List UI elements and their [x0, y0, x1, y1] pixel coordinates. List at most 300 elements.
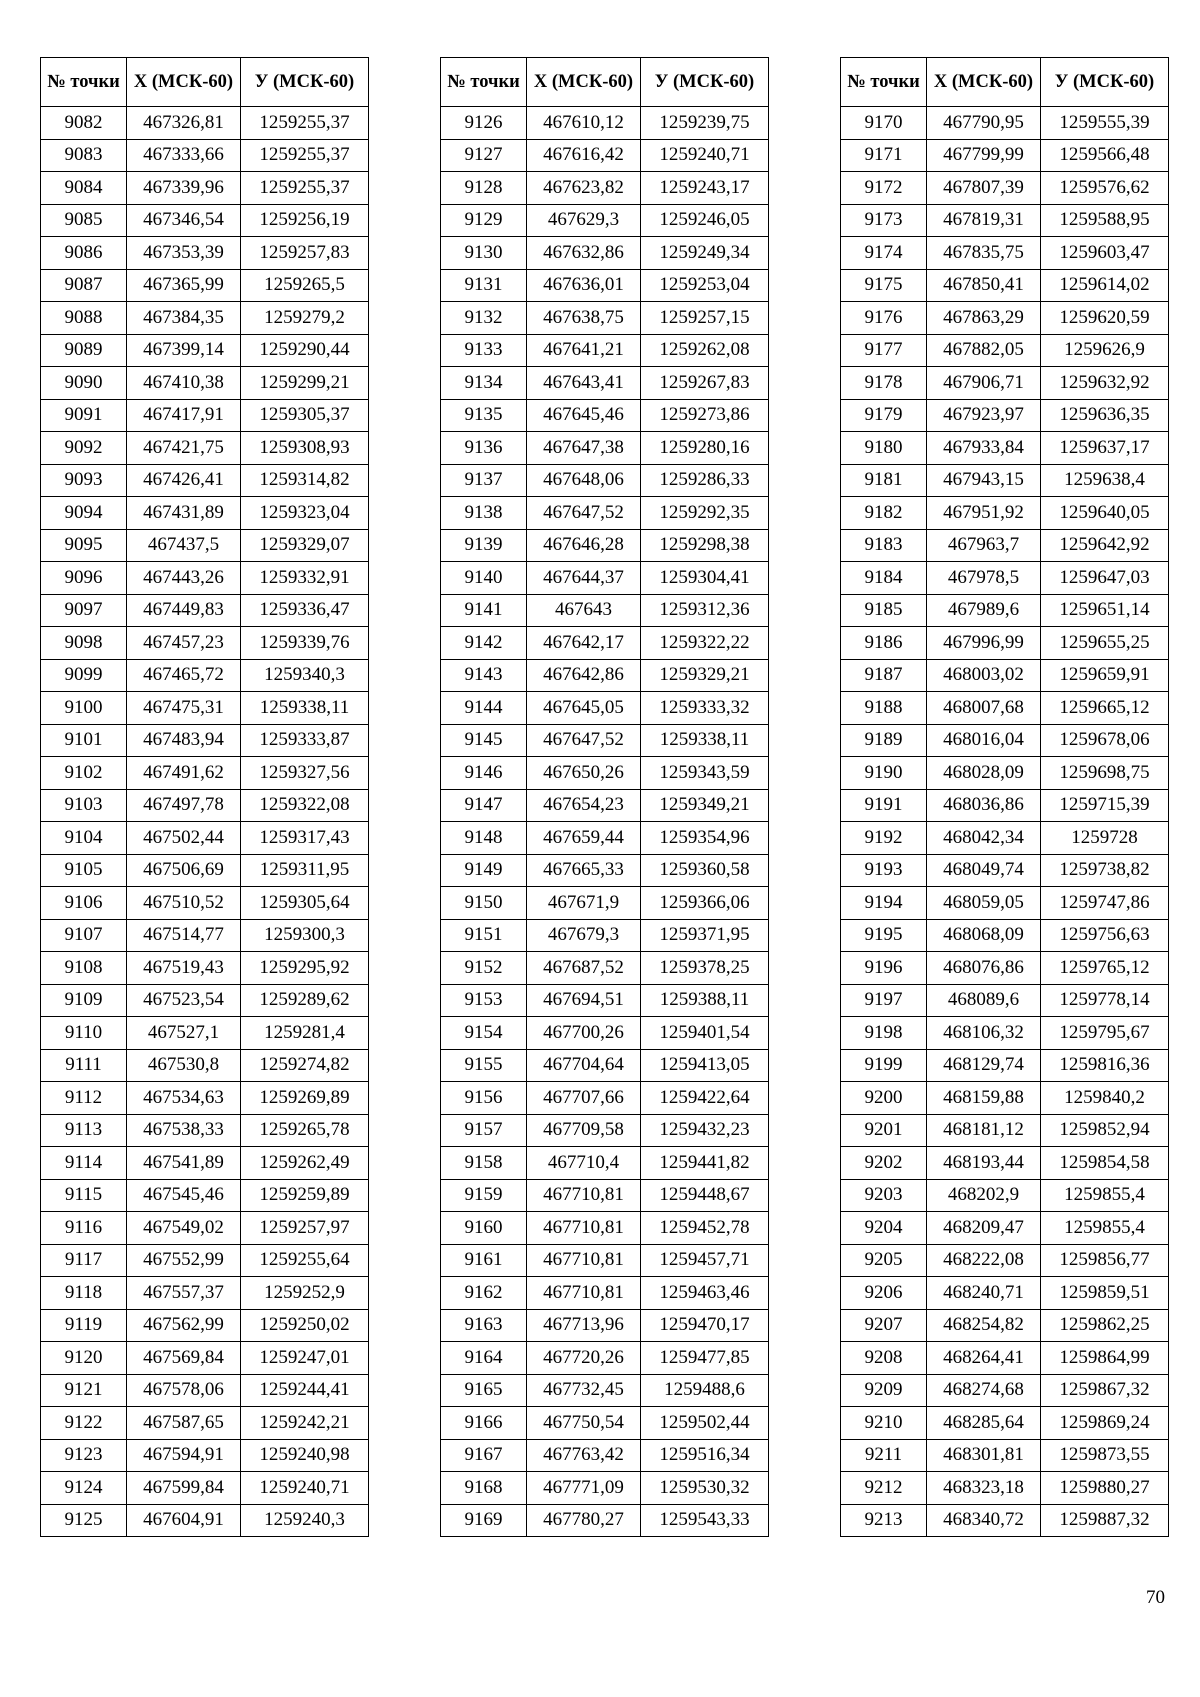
- x-coordinate-cell: 468129,74: [927, 1049, 1041, 1082]
- x-coordinate-cell: 468007,68: [927, 692, 1041, 725]
- x-coordinate-cell: 468089,6: [927, 984, 1041, 1017]
- x-coordinate-cell: 467443,26: [127, 562, 241, 595]
- x-coordinate-cell: 467638,75: [527, 302, 641, 335]
- x-coordinate-cell: 467497,78: [127, 789, 241, 822]
- y-coordinate-cell: 1259255,37: [241, 107, 369, 140]
- point-number-cell: 9190: [841, 757, 927, 790]
- y-coordinate-cell: 1259747,86: [1041, 887, 1169, 920]
- y-coordinate-cell: 1259413,05: [641, 1049, 769, 1082]
- y-coordinate-cell: 1259651,14: [1041, 594, 1169, 627]
- point-number-cell: 9161: [441, 1244, 527, 1277]
- x-coordinate-cell: 467951,92: [927, 497, 1041, 530]
- y-coordinate-cell: 1259259,89: [241, 1179, 369, 1212]
- y-coordinate-cell: 1259354,96: [641, 822, 769, 855]
- y-coordinate-cell: 1259323,04: [241, 497, 369, 530]
- y-coordinate-cell: 1259852,94: [1041, 1114, 1169, 1147]
- y-coordinate-cell: 1259305,64: [241, 887, 369, 920]
- x-coordinate-cell: 468003,02: [927, 659, 1041, 692]
- table-row: [41, 984, 369, 1017]
- header-x-coordinate: X (МСК-60): [927, 58, 1041, 107]
- point-number-cell: 9113: [41, 1114, 127, 1147]
- header-y-coordinate: У (МСК-60): [241, 58, 369, 107]
- table-row: [441, 919, 769, 952]
- y-coordinate-cell: 1259620,59: [1041, 302, 1169, 335]
- y-coordinate-cell: 1259388,11: [641, 984, 769, 1017]
- x-coordinate-cell: 468076,86: [927, 952, 1041, 985]
- x-coordinate-cell: 468323,18: [927, 1472, 1041, 1505]
- point-number-cell: 9105: [41, 854, 127, 887]
- y-coordinate-cell: 1259855,4: [1041, 1179, 1169, 1212]
- table-row: [441, 562, 769, 595]
- point-number-cell: 9205: [841, 1244, 927, 1277]
- x-coordinate-cell: 467863,29: [927, 302, 1041, 335]
- table-row: [841, 822, 1169, 855]
- y-coordinate-cell: 1259765,12: [1041, 952, 1169, 985]
- point-number-cell: 9206: [841, 1277, 927, 1310]
- header-x-coordinate: X (МСК-60): [127, 58, 241, 107]
- coordinates-table-1: [40, 57, 369, 1537]
- table-row: [41, 1277, 369, 1310]
- point-number-cell: 9131: [441, 269, 527, 302]
- point-number-cell: 9167: [441, 1439, 527, 1472]
- table-row: [41, 919, 369, 952]
- x-coordinate-cell: 467475,31: [127, 692, 241, 725]
- table-row: [441, 1082, 769, 1115]
- y-coordinate-cell: 1259327,56: [241, 757, 369, 790]
- table-row: [441, 1472, 769, 1505]
- table-row: [841, 269, 1169, 302]
- point-number-cell: 9208: [841, 1342, 927, 1375]
- x-coordinate-cell: 467326,81: [127, 107, 241, 140]
- point-number-cell: 9088: [41, 302, 127, 335]
- table-row: [441, 464, 769, 497]
- y-coordinate-cell: 1259256,19: [241, 204, 369, 237]
- point-number-cell: 9157: [441, 1114, 527, 1147]
- table-row: [41, 1439, 369, 1472]
- table-row: [441, 692, 769, 725]
- point-number-cell: 9150: [441, 887, 527, 920]
- x-coordinate-cell: 467646,28: [527, 529, 641, 562]
- table-row: [841, 1017, 1169, 1050]
- y-coordinate-cell: 1259378,25: [641, 952, 769, 985]
- x-coordinate-cell: 467514,77: [127, 919, 241, 952]
- table-row: [841, 757, 1169, 790]
- x-coordinate-cell: 467763,42: [527, 1439, 641, 1472]
- y-coordinate-cell: 1259273,86: [641, 399, 769, 432]
- x-coordinate-cell: 468202,9: [927, 1179, 1041, 1212]
- x-coordinate-cell: 467426,41: [127, 464, 241, 497]
- table-row: [441, 334, 769, 367]
- x-coordinate-cell: 467750,54: [527, 1407, 641, 1440]
- x-coordinate-cell: 468222,08: [927, 1244, 1041, 1277]
- x-coordinate-cell: 467963,7: [927, 529, 1041, 562]
- point-number-cell: 9123: [41, 1439, 127, 1472]
- point-number-cell: 9136: [441, 432, 527, 465]
- point-number-cell: 9139: [441, 529, 527, 562]
- table-row: [441, 399, 769, 432]
- y-coordinate-cell: 1259244,41: [241, 1374, 369, 1407]
- point-number-cell: 9130: [441, 237, 527, 270]
- y-coordinate-cell: 1259859,51: [1041, 1277, 1169, 1310]
- point-number-cell: 9133: [441, 334, 527, 367]
- x-coordinate-cell: 467629,3: [527, 204, 641, 237]
- point-number-cell: 9172: [841, 172, 927, 205]
- table-row: [841, 172, 1169, 205]
- table-row: [841, 529, 1169, 562]
- y-coordinate-cell: 1259869,24: [1041, 1407, 1169, 1440]
- point-number-cell: 9185: [841, 594, 927, 627]
- x-coordinate-cell: 468159,88: [927, 1082, 1041, 1115]
- x-coordinate-cell: 467647,38: [527, 432, 641, 465]
- point-number-cell: 9186: [841, 627, 927, 660]
- y-coordinate-cell: 1259329,21: [641, 659, 769, 692]
- y-coordinate-cell: 1259640,05: [1041, 497, 1169, 530]
- y-coordinate-cell: 1259862,25: [1041, 1309, 1169, 1342]
- y-coordinate-cell: 1259698,75: [1041, 757, 1169, 790]
- point-number-cell: 9096: [41, 562, 127, 595]
- x-coordinate-cell: 467654,23: [527, 789, 641, 822]
- x-coordinate-cell: 467644,37: [527, 562, 641, 595]
- table-row: [441, 432, 769, 465]
- table-row: [841, 1179, 1169, 1212]
- point-number-cell: 9188: [841, 692, 927, 725]
- table-row: [441, 1407, 769, 1440]
- point-number-cell: 9152: [441, 952, 527, 985]
- table-row: [441, 269, 769, 302]
- x-coordinate-cell: 467510,52: [127, 887, 241, 920]
- table-row: [841, 1439, 1169, 1472]
- table-row: [41, 1179, 369, 1212]
- x-coordinate-cell: 468301,81: [927, 1439, 1041, 1472]
- point-number-cell: 9203: [841, 1179, 927, 1212]
- point-number-cell: 9148: [441, 822, 527, 855]
- table-row: [841, 562, 1169, 595]
- table-row: [841, 659, 1169, 692]
- x-coordinate-cell: 467353,39: [127, 237, 241, 270]
- y-coordinate-cell: 1259314,82: [241, 464, 369, 497]
- y-coordinate-cell: 1259339,76: [241, 627, 369, 660]
- point-number-cell: 9173: [841, 204, 927, 237]
- table-row: [41, 887, 369, 920]
- table-row: [841, 724, 1169, 757]
- y-coordinate-cell: 1259873,55: [1041, 1439, 1169, 1472]
- table-row: [441, 1504, 769, 1537]
- y-coordinate-cell: 1259756,63: [1041, 919, 1169, 952]
- x-coordinate-cell: 467642,86: [527, 659, 641, 692]
- y-coordinate-cell: 1259371,95: [641, 919, 769, 952]
- table-row: [441, 139, 769, 172]
- table-row: [841, 692, 1169, 725]
- x-coordinate-cell: 467906,71: [927, 367, 1041, 400]
- x-coordinate-cell: 468059,05: [927, 887, 1041, 920]
- x-coordinate-cell: 467710,4: [527, 1147, 641, 1180]
- x-coordinate-cell: 467421,75: [127, 432, 241, 465]
- point-number-cell: 9099: [41, 659, 127, 692]
- x-coordinate-cell: 468193,44: [927, 1147, 1041, 1180]
- table-row: [41, 237, 369, 270]
- point-number-cell: 9111: [41, 1049, 127, 1082]
- point-number-cell: 9135: [441, 399, 527, 432]
- x-coordinate-cell: 467541,89: [127, 1147, 241, 1180]
- table-row: [841, 1309, 1169, 1342]
- point-number-cell: 9181: [841, 464, 927, 497]
- y-coordinate-cell: 1259678,06: [1041, 724, 1169, 757]
- table-row: [441, 302, 769, 335]
- x-coordinate-cell: 467933,84: [927, 432, 1041, 465]
- y-coordinate-cell: 1259299,21: [241, 367, 369, 400]
- y-coordinate-cell: 1259322,22: [641, 627, 769, 660]
- table-row: [41, 1309, 369, 1342]
- y-coordinate-cell: 1259255,64: [241, 1244, 369, 1277]
- table-row: [841, 464, 1169, 497]
- y-coordinate-cell: 1259715,39: [1041, 789, 1169, 822]
- x-coordinate-cell: 467502,44: [127, 822, 241, 855]
- y-coordinate-cell: 1259269,89: [241, 1082, 369, 1115]
- x-coordinate-cell: 467643,41: [527, 367, 641, 400]
- x-coordinate-cell: 468028,09: [927, 757, 1041, 790]
- point-number-cell: 9115: [41, 1179, 127, 1212]
- point-number-cell: 9124: [41, 1472, 127, 1505]
- x-coordinate-cell: 468274,68: [927, 1374, 1041, 1407]
- x-coordinate-cell: 467650,26: [527, 757, 641, 790]
- table-row: [41, 789, 369, 822]
- table-row: [441, 367, 769, 400]
- y-coordinate-cell: 1259262,08: [641, 334, 769, 367]
- point-number-cell: 9116: [41, 1212, 127, 1245]
- point-number-cell: 9182: [841, 497, 927, 530]
- y-coordinate-cell: 1259338,11: [641, 724, 769, 757]
- y-coordinate-cell: 1259333,32: [641, 692, 769, 725]
- y-coordinate-cell: 1259477,85: [641, 1342, 769, 1375]
- table-row: [41, 432, 369, 465]
- y-coordinate-cell: 1259655,25: [1041, 627, 1169, 660]
- table-row: [841, 1082, 1169, 1115]
- x-coordinate-cell: 467410,38: [127, 367, 241, 400]
- point-number-cell: 9169: [441, 1504, 527, 1537]
- x-coordinate-cell: 467835,75: [927, 237, 1041, 270]
- point-number-cell: 9142: [441, 627, 527, 660]
- x-coordinate-cell: 467659,44: [527, 822, 641, 855]
- y-coordinate-cell: 1259603,47: [1041, 237, 1169, 270]
- point-number-cell: 9138: [441, 497, 527, 530]
- point-number-cell: 9093: [41, 464, 127, 497]
- x-coordinate-cell: 468240,71: [927, 1277, 1041, 1310]
- point-number-cell: 9090: [41, 367, 127, 400]
- y-coordinate-cell: 1259298,38: [641, 529, 769, 562]
- y-coordinate-cell: 1259317,43: [241, 822, 369, 855]
- x-coordinate-cell: 467437,5: [127, 529, 241, 562]
- x-coordinate-cell: 468106,32: [927, 1017, 1041, 1050]
- point-number-cell: 9163: [441, 1309, 527, 1342]
- point-number-cell: 9107: [41, 919, 127, 952]
- y-coordinate-cell: 1259255,37: [241, 172, 369, 205]
- point-number-cell: 9125: [41, 1504, 127, 1537]
- x-coordinate-cell: 467943,15: [927, 464, 1041, 497]
- y-coordinate-cell: 1259642,92: [1041, 529, 1169, 562]
- y-coordinate-cell: 1259265,78: [241, 1114, 369, 1147]
- y-coordinate-cell: 1259516,34: [641, 1439, 769, 1472]
- y-coordinate-cell: 1259626,9: [1041, 334, 1169, 367]
- table-row: [441, 789, 769, 822]
- table-row: [841, 302, 1169, 335]
- table-row: [441, 1309, 769, 1342]
- table-row: [441, 627, 769, 660]
- x-coordinate-cell: 467384,35: [127, 302, 241, 335]
- table-row: [41, 854, 369, 887]
- point-number-cell: 9134: [441, 367, 527, 400]
- y-coordinate-cell: 1259576,62: [1041, 172, 1169, 205]
- table-row: [41, 107, 369, 140]
- point-number-cell: 9095: [41, 529, 127, 562]
- table-row: [41, 562, 369, 595]
- x-coordinate-cell: 467538,33: [127, 1114, 241, 1147]
- point-number-cell: 9097: [41, 594, 127, 627]
- table-row: [41, 204, 369, 237]
- y-coordinate-cell: 1259452,78: [641, 1212, 769, 1245]
- point-number-cell: 9140: [441, 562, 527, 595]
- x-coordinate-cell: 467339,96: [127, 172, 241, 205]
- table-row: [441, 659, 769, 692]
- table-row: [441, 1179, 769, 1212]
- y-coordinate-cell: 1259240,3: [241, 1504, 369, 1537]
- y-coordinate-cell: 1259470,17: [641, 1309, 769, 1342]
- table-row: [841, 789, 1169, 822]
- y-coordinate-cell: 1259665,12: [1041, 692, 1169, 725]
- x-coordinate-cell: 467923,97: [927, 399, 1041, 432]
- table-row: [841, 497, 1169, 530]
- y-coordinate-cell: 1259855,4: [1041, 1212, 1169, 1245]
- x-coordinate-cell: 467365,99: [127, 269, 241, 302]
- x-coordinate-cell: 467491,62: [127, 757, 241, 790]
- x-coordinate-cell: 468049,74: [927, 854, 1041, 887]
- table-row: [441, 497, 769, 530]
- point-number-cell: 9091: [41, 399, 127, 432]
- y-coordinate-cell: 1259304,41: [641, 562, 769, 595]
- y-coordinate-cell: 1259343,59: [641, 757, 769, 790]
- y-coordinate-cell: 1259274,82: [241, 1049, 369, 1082]
- y-coordinate-cell: 1259432,23: [641, 1114, 769, 1147]
- table-row: [41, 692, 369, 725]
- x-coordinate-cell: 468285,64: [927, 1407, 1041, 1440]
- table-row: [441, 984, 769, 1017]
- x-coordinate-cell: 467989,6: [927, 594, 1041, 627]
- point-number-cell: 9202: [841, 1147, 927, 1180]
- point-number-cell: 9204: [841, 1212, 927, 1245]
- table-row: [441, 1439, 769, 1472]
- header-point-number: № точки: [41, 58, 127, 107]
- table-row: [841, 952, 1169, 985]
- table-row: [41, 822, 369, 855]
- point-number-cell: 9180: [841, 432, 927, 465]
- y-coordinate-cell: 1259349,21: [641, 789, 769, 822]
- page-number: 70: [1146, 1587, 1165, 1608]
- point-number-cell: 9195: [841, 919, 927, 952]
- table-row: [41, 464, 369, 497]
- point-number-cell: 9197: [841, 984, 927, 1017]
- point-number-cell: 9165: [441, 1374, 527, 1407]
- x-coordinate-cell: 467641,21: [527, 334, 641, 367]
- table-row: [41, 1147, 369, 1180]
- x-coordinate-cell: 468036,86: [927, 789, 1041, 822]
- table-row: [841, 1407, 1169, 1440]
- table-row: [441, 1277, 769, 1310]
- table-row: [841, 1049, 1169, 1082]
- y-coordinate-cell: 1259262,49: [241, 1147, 369, 1180]
- y-coordinate-cell: 1259333,87: [241, 724, 369, 757]
- y-coordinate-cell: 1259636,35: [1041, 399, 1169, 432]
- y-coordinate-cell: 1259255,37: [241, 139, 369, 172]
- table-row: [841, 367, 1169, 400]
- y-coordinate-cell: 1259240,71: [241, 1472, 369, 1505]
- table-row: [841, 919, 1169, 952]
- x-coordinate-cell: 467465,72: [127, 659, 241, 692]
- table-row: [441, 1244, 769, 1277]
- point-number-cell: 9159: [441, 1179, 527, 1212]
- x-coordinate-cell: 467587,65: [127, 1407, 241, 1440]
- x-coordinate-cell: 467552,99: [127, 1244, 241, 1277]
- x-coordinate-cell: 467771,09: [527, 1472, 641, 1505]
- x-coordinate-cell: 467882,05: [927, 334, 1041, 367]
- point-number-cell: 9201: [841, 1114, 927, 1147]
- point-number-cell: 9153: [441, 984, 527, 1017]
- x-coordinate-cell: 467704,64: [527, 1049, 641, 1082]
- y-coordinate-cell: 1259588,95: [1041, 204, 1169, 237]
- y-coordinate-cell: 1259250,02: [241, 1309, 369, 1342]
- point-number-cell: 9087: [41, 269, 127, 302]
- x-coordinate-cell: 467642,17: [527, 627, 641, 660]
- point-number-cell: 9100: [41, 692, 127, 725]
- x-coordinate-cell: 468209,47: [927, 1212, 1041, 1245]
- y-coordinate-cell: 1259267,83: [641, 367, 769, 400]
- y-coordinate-cell: 1259659,91: [1041, 659, 1169, 692]
- y-coordinate-cell: 1259242,21: [241, 1407, 369, 1440]
- x-coordinate-cell: 467819,31: [927, 204, 1041, 237]
- table-row: [841, 1114, 1169, 1147]
- x-coordinate-cell: 468264,41: [927, 1342, 1041, 1375]
- x-coordinate-cell: 467449,83: [127, 594, 241, 627]
- point-number-cell: 9189: [841, 724, 927, 757]
- table-row: [841, 139, 1169, 172]
- point-number-cell: 9162: [441, 1277, 527, 1310]
- table-row: [41, 529, 369, 562]
- y-coordinate-cell: 1259280,16: [641, 432, 769, 465]
- x-coordinate-cell: 467850,41: [927, 269, 1041, 302]
- table-row: [441, 757, 769, 790]
- point-number-cell: 9164: [441, 1342, 527, 1375]
- y-coordinate-cell: 1259632,92: [1041, 367, 1169, 400]
- x-coordinate-cell: 467679,3: [527, 919, 641, 952]
- x-coordinate-cell: 467710,81: [527, 1244, 641, 1277]
- x-coordinate-cell: 467523,54: [127, 984, 241, 1017]
- point-number-cell: 9177: [841, 334, 927, 367]
- point-number-cell: 9160: [441, 1212, 527, 1245]
- y-coordinate-cell: 1259311,95: [241, 854, 369, 887]
- point-number-cell: 9101: [41, 724, 127, 757]
- table-row: [441, 1049, 769, 1082]
- x-coordinate-cell: 467700,26: [527, 1017, 641, 1050]
- y-coordinate-cell: 1259240,71: [641, 139, 769, 172]
- table-row: [841, 204, 1169, 237]
- y-coordinate-cell: 1259308,93: [241, 432, 369, 465]
- x-coordinate-cell: 467996,99: [927, 627, 1041, 660]
- x-coordinate-cell: 467647,52: [527, 724, 641, 757]
- point-number-cell: 9212: [841, 1472, 927, 1505]
- point-number-cell: 9149: [441, 854, 527, 887]
- y-coordinate-cell: 1259281,4: [241, 1017, 369, 1050]
- point-number-cell: 9155: [441, 1049, 527, 1082]
- table-header: [441, 58, 769, 107]
- point-number-cell: 9102: [41, 757, 127, 790]
